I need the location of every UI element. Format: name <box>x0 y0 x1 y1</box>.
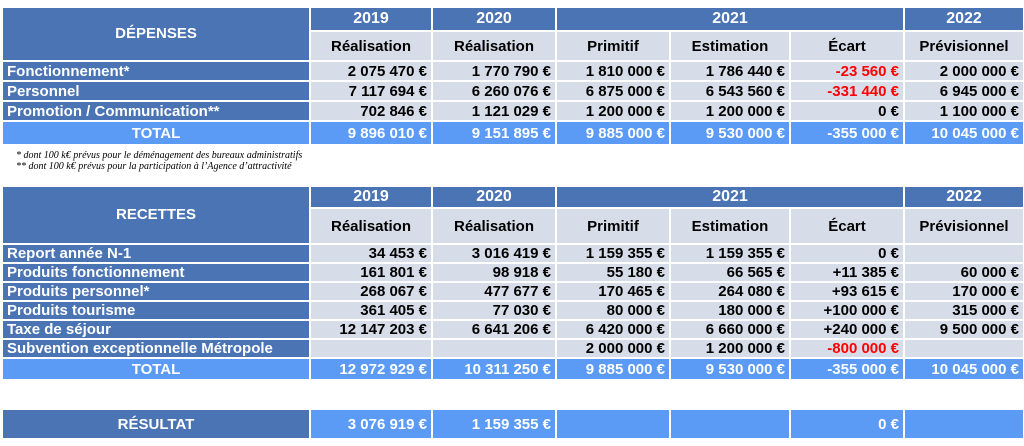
cell: 161 801 € <box>311 264 433 283</box>
cell: 98 918 € <box>433 264 557 283</box>
subheader: Primitif <box>557 209 671 245</box>
subheader: Prévisionnel <box>905 32 1023 62</box>
cell: 1 200 000 € <box>671 102 791 122</box>
total-label: TOTAL <box>3 122 311 146</box>
subheader: Prévisionnel <box>905 209 1023 245</box>
cell: 6 641 206 € <box>433 321 557 340</box>
table-row <box>3 264 1023 283</box>
cell: 34 453 € <box>311 245 433 264</box>
cell: -800 000 € <box>791 340 905 359</box>
result-row <box>3 410 1023 440</box>
subheader: Primitif <box>557 32 671 62</box>
row-label: Produits tourisme <box>3 302 311 321</box>
cell: 1 810 000 € <box>557 62 671 82</box>
table-row <box>3 340 1023 359</box>
cell: 6 543 560 € <box>671 82 791 102</box>
row-label: Produits fonctionnement <box>3 264 311 283</box>
total-cell: -355 000 € <box>791 122 905 146</box>
year-header: 2019 <box>311 8 433 32</box>
cell: 180 000 € <box>671 302 791 321</box>
cell: 361 405 € <box>311 302 433 321</box>
cell: 80 000 € <box>557 302 671 321</box>
table-row <box>3 245 1023 264</box>
cell: 77 030 € <box>433 302 557 321</box>
resultat-table <box>3 410 1023 440</box>
result-cell <box>671 410 791 440</box>
cell: 0 € <box>791 102 905 122</box>
subheader: Estimation <box>671 32 791 62</box>
row-label: Taxe de séjour <box>3 321 311 340</box>
row-label: Produits personnel* <box>3 283 311 302</box>
cell: 2 075 470 € <box>311 62 433 82</box>
cell: +93 615 € <box>791 283 905 302</box>
cell: 477 677 € <box>433 283 557 302</box>
cell: 2 000 000 € <box>557 340 671 359</box>
cell: -331 440 € <box>791 82 905 102</box>
cell: 2 000 000 € <box>905 62 1023 82</box>
cell <box>905 245 1023 264</box>
result-cell: 1 159 355 € <box>433 410 557 440</box>
row-label: Subvention exceptionnelle Métropole <box>3 340 311 359</box>
table-row <box>3 82 1023 102</box>
result-cell: 3 076 919 € <box>311 410 433 440</box>
cell: -23 560 € <box>791 62 905 82</box>
total-cell: 10 045 000 € <box>905 359 1023 381</box>
result-cell <box>557 410 671 440</box>
cell: 1 770 790 € <box>433 62 557 82</box>
year-header: 2022 <box>905 187 1023 209</box>
cell: 6 420 000 € <box>557 321 671 340</box>
total-cell: 9 530 000 € <box>671 122 791 146</box>
cell: 55 180 € <box>557 264 671 283</box>
footnotes <box>16 150 302 172</box>
cell: +100 000 € <box>791 302 905 321</box>
cell: 9 500 000 € <box>905 321 1023 340</box>
resultat-label: RÉSULTAT <box>3 410 311 440</box>
table-row <box>3 62 1023 82</box>
total-row <box>3 122 1023 146</box>
cell: 1 200 000 € <box>557 102 671 122</box>
cell: 6 945 000 € <box>905 82 1023 102</box>
row-label: Report année N-1 <box>3 245 311 264</box>
total-cell: 12 972 929 € <box>311 359 433 381</box>
cell: 1 159 355 € <box>557 245 671 264</box>
subheader: Réalisation <box>311 32 433 62</box>
recettes-table <box>3 187 1023 381</box>
cell: +240 000 € <box>791 321 905 340</box>
cell: 170 000 € <box>905 283 1023 302</box>
cell: +11 385 € <box>791 264 905 283</box>
total-cell: 9 530 000 € <box>671 359 791 381</box>
row-label: Personnel <box>3 82 311 102</box>
cell: 66 565 € <box>671 264 791 283</box>
total-cell: -355 000 € <box>791 359 905 381</box>
cell <box>433 340 557 359</box>
year-header: 2022 <box>905 8 1023 32</box>
year-header: 2020 <box>433 187 557 209</box>
cell: 702 846 € <box>311 102 433 122</box>
year-header: 2020 <box>433 8 557 32</box>
subheader: Réalisation <box>433 209 557 245</box>
row-label: Fonctionnement* <box>3 62 311 82</box>
cell: 170 465 € <box>557 283 671 302</box>
total-cell: 9 896 010 € <box>311 122 433 146</box>
total-cell: 10 045 000 € <box>905 122 1023 146</box>
cell: 6 660 000 € <box>671 321 791 340</box>
depenses-table <box>3 8 1023 146</box>
result-cell <box>905 410 1023 440</box>
cell: 0 € <box>791 245 905 264</box>
cell: 1 121 029 € <box>433 102 557 122</box>
footnote: ** dont 100 k€ prévus pour la participation à l’Agence d’attractivité <box>16 161 292 172</box>
total-cell: 9 885 000 € <box>557 359 671 381</box>
total-label: TOTAL <box>3 359 311 381</box>
year-header: 2021 <box>557 187 905 209</box>
depenses-title: DÉPENSES <box>3 8 311 62</box>
cell: 60 000 € <box>905 264 1023 283</box>
total-cell: 9 885 000 € <box>557 122 671 146</box>
recettes-title: RECETTES <box>3 187 311 245</box>
subheader: Réalisation <box>311 209 433 245</box>
table-row <box>3 321 1023 340</box>
cell: 6 875 000 € <box>557 82 671 102</box>
total-cell: 10 311 250 € <box>433 359 557 381</box>
cell: 268 067 € <box>311 283 433 302</box>
cell <box>311 340 433 359</box>
cell: 264 080 € <box>671 283 791 302</box>
cell: 6 260 076 € <box>433 82 557 102</box>
cell: 12 147 203 € <box>311 321 433 340</box>
cell: 315 000 € <box>905 302 1023 321</box>
subheader: Réalisation <box>433 32 557 62</box>
row-label: Promotion / Communication** <box>3 102 311 122</box>
total-cell: 9 151 895 € <box>433 122 557 146</box>
cell: 7 117 694 € <box>311 82 433 102</box>
subheader: Estimation <box>671 209 791 245</box>
cell: 1 786 440 € <box>671 62 791 82</box>
cell: 1 159 355 € <box>671 245 791 264</box>
total-row <box>3 359 1023 381</box>
year-header: 2021 <box>557 8 905 32</box>
table-row <box>3 102 1023 122</box>
cell: 3 016 419 € <box>433 245 557 264</box>
result-cell: 0 € <box>791 410 905 440</box>
table-row <box>3 302 1023 321</box>
footnote: * dont 100 k€ prévus pour le déménagement des bureaux administratifs <box>16 150 303 161</box>
subheader: Écart <box>791 32 905 62</box>
cell: 1 100 000 € <box>905 102 1023 122</box>
subheader: Écart <box>791 209 905 245</box>
year-header: 2019 <box>311 187 433 209</box>
cell: 1 200 000 € <box>671 340 791 359</box>
cell <box>905 340 1023 359</box>
table-row <box>3 283 1023 302</box>
